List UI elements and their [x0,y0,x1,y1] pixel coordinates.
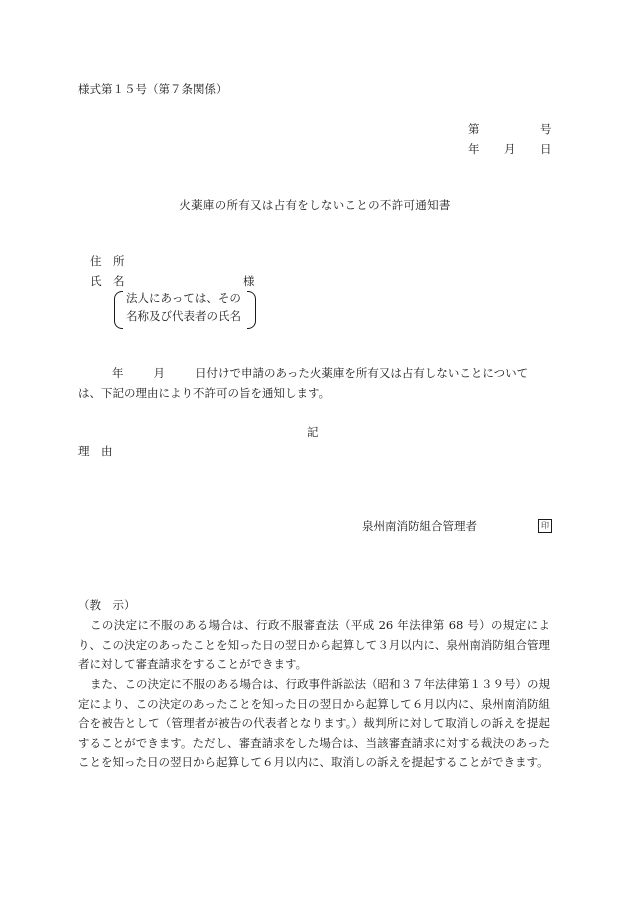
body-month: 月 [153,366,165,380]
corp-note-line2: 名称及び代表者の氏名 [126,309,241,323]
bracket-right [247,291,256,329]
ki-marker: 記 [307,425,319,439]
document-title: 火薬庫の所有又は占有をしないことの不許可通知書 [179,198,451,212]
body-paragraph [78,363,550,403]
body-text: 日付けで申請のあった火薬庫を所有又は占有しないことについては、下記の理由により不許可の旨を通知します。 [78,366,529,400]
reason-label: 理 由 [78,444,113,458]
name-label: 氏 名 [90,274,125,288]
form-number: 様式第１５号（第７条関係） [78,82,228,96]
notice-paragraph-2: また、この決定に不服のある場合は、行政事件訴訟法（昭和３７年法律第１３９号）の規定により、この決定のあったことを知った日の翌日から起算して６月以内に、泉州南消防組合を被告として（管理者が被告の代表者となります。）裁判所に対して取消しの訴えを提起することができます。ただし、審査請求をした場合は、当該審査請求に対する裁決のあったことを知った日の翌日から起算して６月以内に、取消しの訴えを提起することができます。 [78,677,550,769]
reference-dai: 第 [468,122,480,136]
reference-year: 年 [468,142,480,156]
reference-go: 号 [540,122,552,136]
issuer-name: 泉州南消防組合管理者 [362,519,477,533]
corporation-note [114,290,256,328]
reference-month: 月 [504,142,516,156]
honorific: 様 [243,274,255,288]
body-year: 年 [112,366,124,380]
notice-heading: （教 示） [78,598,136,612]
bracket-left [114,291,123,329]
address-label: 住 所 [90,254,125,268]
reference-day: 日 [540,142,552,156]
seal-icon: 印 [538,519,552,533]
corp-note-line1: 法人にあっては、その [126,291,241,305]
notice-paragraph-1: この決定に不服のある場合は、行政不服審査法（平成 26 年法律第 68 号）の規定により、この決定のあったことを知った日の翌日から起算して３月以内に、泉州南消防組合管理者に対して審査請求をすることができます。 [78,618,550,671]
